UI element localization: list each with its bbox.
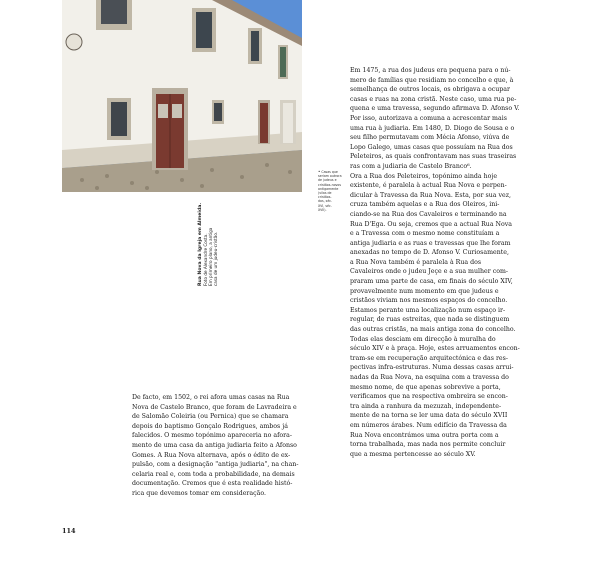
text-line: cristãos viviam nos mesmos espaços do concelho. bbox=[350, 297, 508, 305]
text-line: existente, é paralela à actual Rua Nova e perpen- bbox=[350, 182, 507, 190]
text-line: ciando-se na Rua dos Cavaleiros e terminando na bbox=[350, 210, 507, 218]
text-line: das outras cristãs, na mais antiga zona do concelho. bbox=[350, 326, 516, 334]
photo-caption bbox=[198, 196, 218, 286]
side-note-bullet: • bbox=[318, 169, 321, 174]
page-number: 114 bbox=[62, 527, 76, 535]
text-line: Lopo Galego, umas casas que possuíam na Rua dos bbox=[350, 143, 513, 151]
photo-caption-line: casa de um judeu-cristão. bbox=[213, 231, 218, 286]
text-line: dicular à Travessa da Rua Nova. Esta, por sua vez, bbox=[350, 191, 511, 199]
text-line: Cavaleiros onde o judeu Jeçe e a sua mulher com- bbox=[350, 268, 508, 276]
text-line: que a mesma pertencesse ao século XV. bbox=[350, 450, 476, 458]
photo-caption-line: Em primeiro plano, a antiga bbox=[208, 227, 213, 286]
side-note-line: XVI, séc. bbox=[318, 203, 332, 208]
side-note-line: dos, séc. bbox=[318, 199, 333, 204]
text-line: verificamos que na respectiva ombreira se encon- bbox=[350, 393, 508, 401]
text-line: celaria real e, com toda a probabilidade, na demais bbox=[132, 470, 295, 478]
text-line: Peleteiros, as quais confrontavam nas suas traseiras bbox=[350, 153, 517, 161]
text-line: Todas elas desciam em direcção à muralha do bbox=[350, 335, 496, 343]
text-line: casas e ruas na zona cristã. Neste caso, uma rua pe- bbox=[350, 95, 517, 103]
side-note-line: seriam outrora bbox=[318, 174, 342, 179]
text-line: tram-se em recuperação arquitectónica e das res- bbox=[350, 354, 508, 362]
text-line: mero de famílias que residiam no concelho e que, à bbox=[350, 76, 514, 84]
text-line: praram uma parte de casa, em finais do século XIV, bbox=[350, 278, 513, 286]
text-line: Estamos perante uma localização num espaço ir- bbox=[350, 306, 506, 314]
side-note-line: XVII). bbox=[318, 207, 327, 212]
text-line: de Salomão Coleiria (ou Pernica) que se chamara bbox=[132, 413, 289, 421]
text-line: tra ainda a ranhura da mezuzah, independente- bbox=[350, 402, 502, 410]
text-line: Por isso, autorizava a comuna a acrescentar mais bbox=[350, 114, 507, 122]
text-line: Gomes. A Rua Nova alternava, após o édito de ex- bbox=[132, 451, 291, 459]
street-photo bbox=[62, 0, 302, 192]
text-line: torna trabalhada, mas nada nos permite concluir bbox=[350, 441, 506, 449]
body-text-right-column bbox=[350, 66, 536, 459]
photo-caption-title: Rua Nova da Igreja em Almeida. bbox=[198, 202, 203, 286]
text-line: quena e uma travessa, segundo afirmava D. Afonso V. bbox=[350, 105, 520, 113]
side-note bbox=[318, 170, 344, 212]
side-note-line: Casas que bbox=[321, 170, 338, 174]
text-line: provavelmente num momento em que judeus e bbox=[350, 287, 499, 295]
text-line: mesmo nome, de que apenas sobrevive a porta, bbox=[350, 383, 501, 391]
side-note-line: cristãos-novos bbox=[318, 182, 342, 187]
body-text-left-column bbox=[132, 393, 302, 499]
text-line: Nova de Castelo Branco, que foram de Lavradeira e bbox=[132, 403, 297, 411]
text-line: anexadas no tempo de D. Afonso V. Curiosamente, bbox=[350, 249, 509, 257]
text-line: pulsão, com a designação "antiga judiaria", na chan- bbox=[132, 461, 299, 469]
street-photo-illustration bbox=[62, 0, 302, 192]
text-line: Rua D'Ega. Ou seja, cremos que a actual Rua Nova bbox=[350, 220, 513, 228]
text-line: pectivas infra-estruturas. Numa dessas casas arrui- bbox=[350, 364, 514, 372]
text-line: Rua Nova encontrámos uma outra porta com a bbox=[350, 431, 499, 439]
text-line: rica que devemos tomar em consideração. bbox=[132, 489, 267, 497]
photo-caption-line: Foto de Alexandre Costa. bbox=[203, 233, 208, 286]
text-line: mente de na torna se ler uma data do século XVII bbox=[350, 412, 508, 420]
text-line: antiga judiaria e as ruas e travessas que lhe foram bbox=[350, 239, 511, 247]
text-line: em números árabes. Num edifício da Travessa da bbox=[350, 421, 507, 429]
side-note-line: (vilas de cristãos- bbox=[318, 191, 332, 200]
text-line: ras com a judiaria de Castelo Branco⁶. bbox=[350, 162, 472, 170]
text-line: e a Travessa com o mesmo nome constituíam a bbox=[350, 230, 500, 238]
text-line: a Rua Nova também é paralela à Rua dos bbox=[350, 258, 482, 266]
text-line: De facto, em 1502, o rei afora umas casas na Rua bbox=[132, 394, 290, 401]
text-line: Em 1475, a rua dos judeus era pequena para o nú- bbox=[350, 67, 511, 74]
text-line: depois do baptismo Gonçalo Rodrigues, ambos já bbox=[132, 422, 288, 430]
text-line: documentação. Cremos que é esta realidade histó- bbox=[132, 480, 293, 488]
text-line: regular, de ruas estreitas, que nada se distinguem bbox=[350, 316, 510, 324]
text-line: uma rua à judiaria. Em 1480, D. Diogo de Sousa e o bbox=[350, 124, 515, 132]
text-line: falecidos. O mesmo topónimo apareceria no afora- bbox=[132, 432, 292, 440]
side-note-line: de judeus e bbox=[318, 178, 337, 183]
text-line: semelhança de outros locais, os obrigava a ocupar bbox=[350, 86, 511, 94]
text-line: Ora a Rua dos Peleteiros, topónimo ainda hoje bbox=[350, 172, 498, 180]
side-note-line: antigamente bbox=[318, 186, 339, 191]
text-line: mento de uma casa da antiga judiaria feito a Afonso bbox=[132, 441, 297, 449]
text-line: século XIV e à praça. Hoje, estes arruamentos encon- bbox=[350, 345, 520, 353]
text-line: nadas da Rua Nova, na esquina com a travessa do bbox=[350, 374, 509, 381]
text-line: seu filho permutavam com Mécia Afonso, viúva de bbox=[350, 134, 510, 142]
text-line: cruza também aquelas e a Rua dos Oleiros, ini- bbox=[350, 201, 500, 209]
